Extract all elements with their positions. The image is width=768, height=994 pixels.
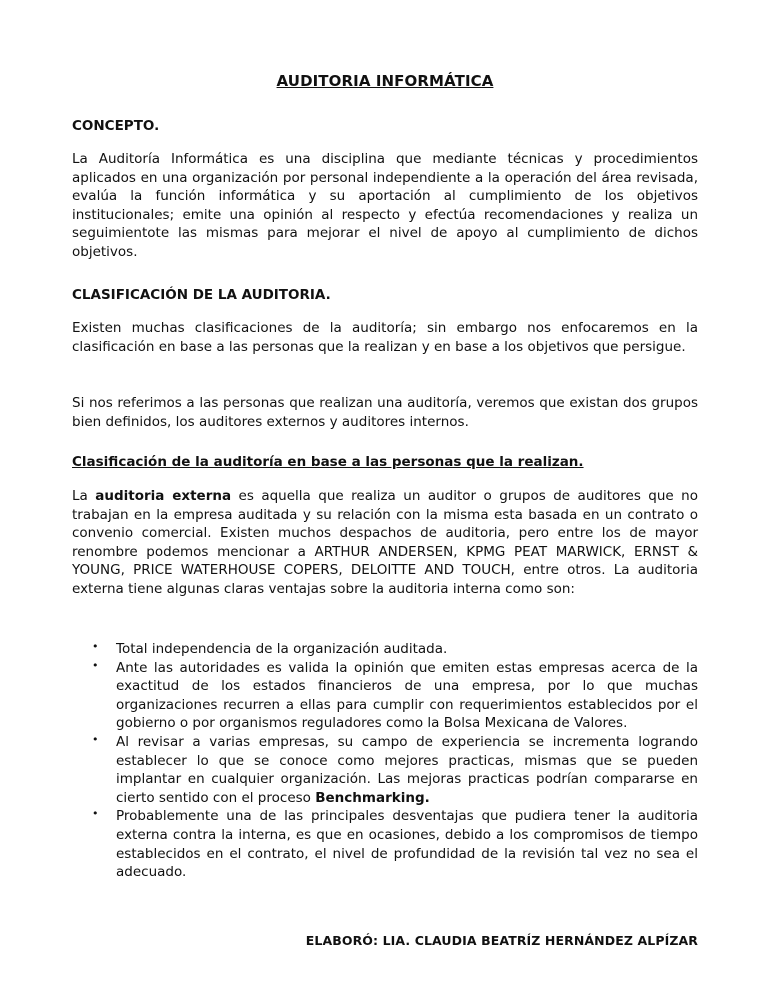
list-item bbox=[72, 807, 698, 881]
list-item-text: Al revisar a varias empresas, su campo de experiencia se incrementa logrando establecer lo que se conoce como mejores practicas, mismas que se pueden implantar en cualquier organización. Las mejoras practicas podrían compararse en cierto sentido con el proceso bbox=[116, 733, 698, 806]
list-item bbox=[72, 659, 698, 733]
paragraph-concepto: La Auditoría Informática es una disciplina que mediante técnicas y procedimientos aplicados en una organización por personal independiente a la operación del área revisada, evalúa la función informática y su aportación al cumplimiento de los objetivos institucionales; emite una opinión al respecto y efectúa recomendaciones y realiza un seguimientote las mismas para mejorar el nivel de apoyo al cumplimiento de dichos objetivos. bbox=[72, 151, 698, 260]
term-auditoria-externa: auditoria externa bbox=[95, 488, 232, 504]
section-heading-clasificacion: CLASIFICACIÓN DE LA AUDITORIA. bbox=[72, 287, 331, 303]
term-benchmarking: Benchmarking. bbox=[315, 789, 430, 806]
bullet-icon: • bbox=[92, 640, 99, 653]
paragraph-clasificacion-2: Si nos referimos a las personas que realizan una auditoría, veremos que existan dos grupos bien definidos, los auditores externos y auditores internos. bbox=[72, 395, 698, 430]
list-item-text: Total independencia de la organización auditada. bbox=[116, 641, 448, 657]
bullet-icon: • bbox=[92, 732, 99, 746]
list-item bbox=[72, 640, 698, 659]
document-page bbox=[72, 0, 698, 994]
list-item-text: Probablemente una de las principales desventajas que pudiera tener la auditoria externa contra la interna, es que en ocasiones, debido a los compromisos de tiempo establecidos en el contrato, el nivel de profundidad de la revisión tal vez no sea el adecuado. bbox=[116, 808, 698, 881]
intro-rest: es aquella que realiza un auditor o grupos de auditores que no trabajan en la empresa auditada y su relación con la misma esta basada en un contrato o convenio comercial. Existen muchos despachos de auditoria, pero entre los de mayor renombre podemos mencionar a ARTHUR ANDERSEN, KPMG PEAT MARWICK, ERNST & YOUNG, PRICE WATERHOUSE COPERS, DELOITTE AND TOUCH, entre otros. La auditoria externa tiene algunas claras ventajas sobre la auditoria interna como son: bbox=[72, 488, 698, 597]
list-item-text: Ante las autoridades es valida la opinión que emiten estas empresas acerca de la exactitud de los estados financieros de una empresa, por lo que muchas organizaciones recurren a ellas para cumplir con requerimientos establecidos por el gobierno o por organismos reguladores como la Bolsa Mexicana de Valores. bbox=[116, 659, 698, 732]
author-footer: ELABORÓ: LIA. CLAUDIA BEATRÍZ HERNÁNDEZ ALPÍZAR bbox=[305, 933, 698, 948]
list-item bbox=[72, 733, 698, 807]
bullet-icon: • bbox=[92, 658, 99, 672]
paragraph-clasificacion-1: Existen muchas clasificaciones de la auditoría; sin embargo nos enfocaremos en la clasificación en base a las personas que la realizan y en base a los objetivos que persigue. bbox=[72, 320, 698, 355]
paragraph-auditoria-externa bbox=[72, 487, 698, 599]
section-heading-concepto: CONCEPTO. bbox=[72, 118, 160, 134]
advantages-list bbox=[72, 640, 698, 882]
bullet-icon: • bbox=[92, 807, 99, 821]
subsection-heading-personas: Clasificación de la auditoría en base a las personas que la realizan. bbox=[72, 454, 584, 470]
intro-lead: La bbox=[72, 488, 96, 504]
document-title: AUDITORIA INFORMÁTICA bbox=[276, 72, 494, 90]
